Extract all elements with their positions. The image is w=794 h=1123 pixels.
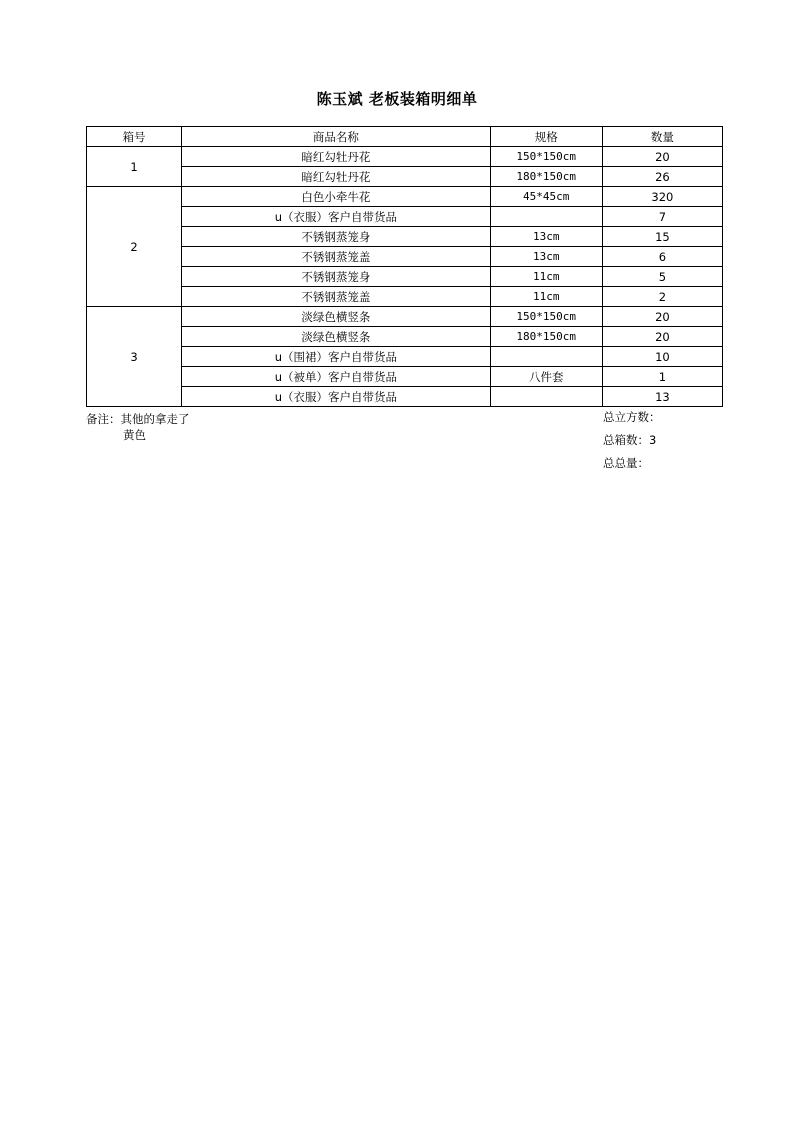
header-box-number: 箱号 (87, 127, 182, 147)
summary-block (603, 409, 661, 478)
box-number-cell: 1 (87, 147, 182, 187)
product-name-cell: u（衣服）客户自带货品 (182, 387, 490, 407)
quantity-cell: 320 (602, 187, 722, 207)
quantity-cell: 20 (602, 327, 722, 347)
quantity-cell: 10 (602, 347, 722, 367)
table-row (87, 327, 723, 347)
spec-cell (490, 387, 602, 407)
spec-cell: 11cm (490, 267, 602, 287)
quantity-cell: 20 (602, 307, 722, 327)
total-weight (603, 455, 661, 478)
spec-cell: 八件套 (490, 367, 602, 387)
table-row (87, 227, 723, 247)
spec-cell: 11cm (490, 287, 602, 307)
table-row (87, 247, 723, 267)
total-volume (603, 409, 661, 432)
spec-cell: 150*150cm (490, 147, 602, 167)
box-number-cell: 3 (87, 307, 182, 407)
header-specification: 规格 (490, 127, 602, 147)
total-weight-label: 总总量： (603, 456, 649, 470)
table-header-row (87, 127, 723, 147)
quantity-cell: 5 (602, 267, 722, 287)
product-name-cell: 白色小牵牛花 (182, 187, 490, 207)
table-row (87, 347, 723, 367)
total-boxes-value: 3 (649, 433, 657, 447)
total-boxes-label: 总箱数： (603, 433, 649, 447)
remarks-line: 备注：其他的拿走了 (86, 412, 190, 426)
product-name-cell: 不锈钢蒸笼盖 (182, 247, 490, 267)
spec-cell: 180*150cm (490, 327, 602, 347)
quantity-cell: 13 (602, 387, 722, 407)
total-volume-label: 总立方数： (603, 410, 661, 424)
quantity-cell: 7 (602, 207, 722, 227)
page-title: 陈玉斌 老板装箱明细单 (316, 90, 478, 108)
spec-cell: 180*150cm (490, 167, 602, 187)
table-row (87, 187, 723, 207)
box-number-cell: 2 (87, 187, 182, 307)
product-name-cell: 不锈钢蒸笼盖 (182, 287, 490, 307)
product-name-cell: 不锈钢蒸笼身 (182, 267, 490, 287)
table-row (87, 307, 723, 327)
product-name-cell: 淡绿色横竖条 (182, 307, 490, 327)
table-row (87, 287, 723, 307)
remarks (86, 411, 190, 443)
header-quantity: 数量 (602, 127, 722, 147)
quantity-cell: 26 (602, 167, 722, 187)
header-product-name: 商品名称 (182, 127, 490, 147)
spec-cell: 13cm (490, 247, 602, 267)
table-row (87, 387, 723, 407)
product-name-cell: 淡绿色横竖条 (182, 327, 490, 347)
product-name-cell: 不锈钢蒸笼身 (182, 227, 490, 247)
table-row (87, 367, 723, 387)
remarks-line: 黄色 (123, 428, 146, 442)
quantity-cell: 6 (602, 247, 722, 267)
quantity-cell: 20 (602, 147, 722, 167)
spec-cell (490, 207, 602, 227)
product-name-cell: u（围裙）客户自带货品 (182, 347, 490, 367)
table-row (87, 167, 723, 187)
product-name-cell: u（衣服）客户自带货品 (182, 207, 490, 227)
table-row (87, 267, 723, 287)
quantity-cell: 15 (602, 227, 722, 247)
spec-cell: 150*150cm (490, 307, 602, 327)
spec-cell: 13cm (490, 227, 602, 247)
product-name-cell: u（被单）客户自带货品 (182, 367, 490, 387)
table-row (87, 147, 723, 167)
quantity-cell: 1 (602, 367, 722, 387)
table-row (87, 207, 723, 227)
product-name-cell: 暗红勾牡丹花 (182, 147, 490, 167)
packing-list-table (86, 126, 723, 407)
spec-cell (490, 347, 602, 367)
total-boxes (603, 432, 661, 455)
product-name-cell: 暗红勾牡丹花 (182, 167, 490, 187)
spec-cell: 45*45cm (490, 187, 602, 207)
quantity-cell: 2 (602, 287, 722, 307)
